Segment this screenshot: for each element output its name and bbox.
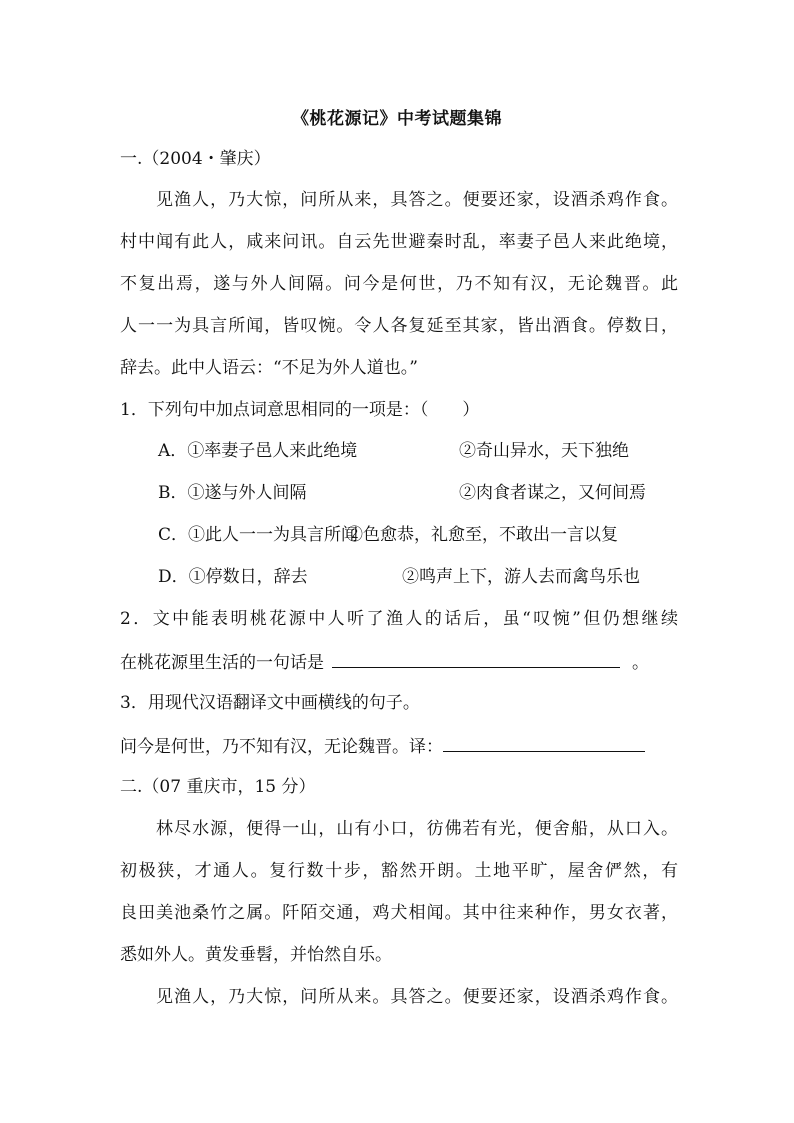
passage2-line-1: 林尽水源，便得一山，山有小口，彷佛若有光，便舍船，从口入。 bbox=[156, 819, 678, 839]
question-3-stem: 3．用现代汉语翻译文中画横线的句子。 bbox=[120, 693, 420, 713]
passage2-line-2: 初极狭，才通人。复行数十步，豁然开朗。土地平旷，屋舍俨然，有 bbox=[120, 861, 678, 881]
question-2-text: 在桃花源里生活的一句话是 bbox=[120, 653, 324, 673]
option-c-left: C．①此人一一为具言所闻 bbox=[158, 525, 359, 545]
option-c-right: ②色愈恭，礼愈至，不敢出一言以复 bbox=[346, 525, 618, 545]
question-2-line-2 bbox=[120, 650, 678, 674]
question-2-period: 。 bbox=[632, 653, 649, 673]
option-b-left: B．①遂与外人间隔 bbox=[158, 483, 307, 503]
section2-heading: 二.（07 重庆市，15 分） bbox=[120, 777, 316, 797]
option-d-left: D．①停数日，辞去 bbox=[158, 567, 308, 587]
passage2-line-4: 悉如外人。黄发垂髫，并怡然自乐。 bbox=[120, 945, 392, 965]
document-title: 《桃花源记》中考试题集锦 bbox=[292, 109, 502, 129]
passage2-line-3: 良田美池桑竹之属。阡陌交通，鸡犬相闻。其中往来种作，男女衣著， bbox=[120, 903, 678, 923]
answer-blank-q3[interactable] bbox=[443, 734, 645, 752]
section1-heading: 一.（2004・肇庆） bbox=[120, 149, 271, 169]
passage2-line-5: 见渔人，乃大惊，问所从来。具答之。便要还家，设酒杀鸡作食。 bbox=[156, 987, 678, 1007]
option-a-right: ②奇山异水，天下独绝 bbox=[459, 441, 629, 461]
passage1-line-2: 村中闻有此人，咸来问讯。自云先世避秦时乱，率妻子邑人来此绝境， bbox=[120, 232, 678, 252]
question-2-line-1: 2．文中能表明桃花源中人听了渔人的话后，虽“叹惋”但仍想继续 bbox=[120, 609, 678, 629]
passage1-line-1: 见渔人，乃大惊，问所从来，具答之。便要还家，设酒杀鸡作食。 bbox=[156, 190, 678, 210]
option-d-right: ②鸣声上下，游人去而禽鸟乐也 bbox=[402, 567, 640, 587]
passage1-line-4: 人一一为具言所闻，皆叹惋。令人各复延至其家，皆出酒食。停数日， bbox=[120, 316, 678, 336]
question-3-line bbox=[120, 734, 678, 758]
question-1-stem: 1．下列句中加点词意思相同的一项是：（ ） bbox=[120, 400, 480, 420]
passage1-line-3: 不复出焉，遂与外人间隔。问今是何世，乃不知有汉，无论魏晋。此 bbox=[120, 274, 678, 294]
option-a-left: A．①率妻子邑人来此绝境 bbox=[158, 441, 358, 461]
answer-blank-q2[interactable] bbox=[332, 650, 620, 668]
question-3-sentence: 问今是何世，乃不知有汉，无论魏晋。译： bbox=[120, 737, 443, 757]
passage1-line-5: 辞去。此中人语云：“不足为外人道也。” bbox=[120, 358, 418, 378]
option-b-right: ②肉食者谋之，又何间焉 bbox=[459, 483, 646, 503]
